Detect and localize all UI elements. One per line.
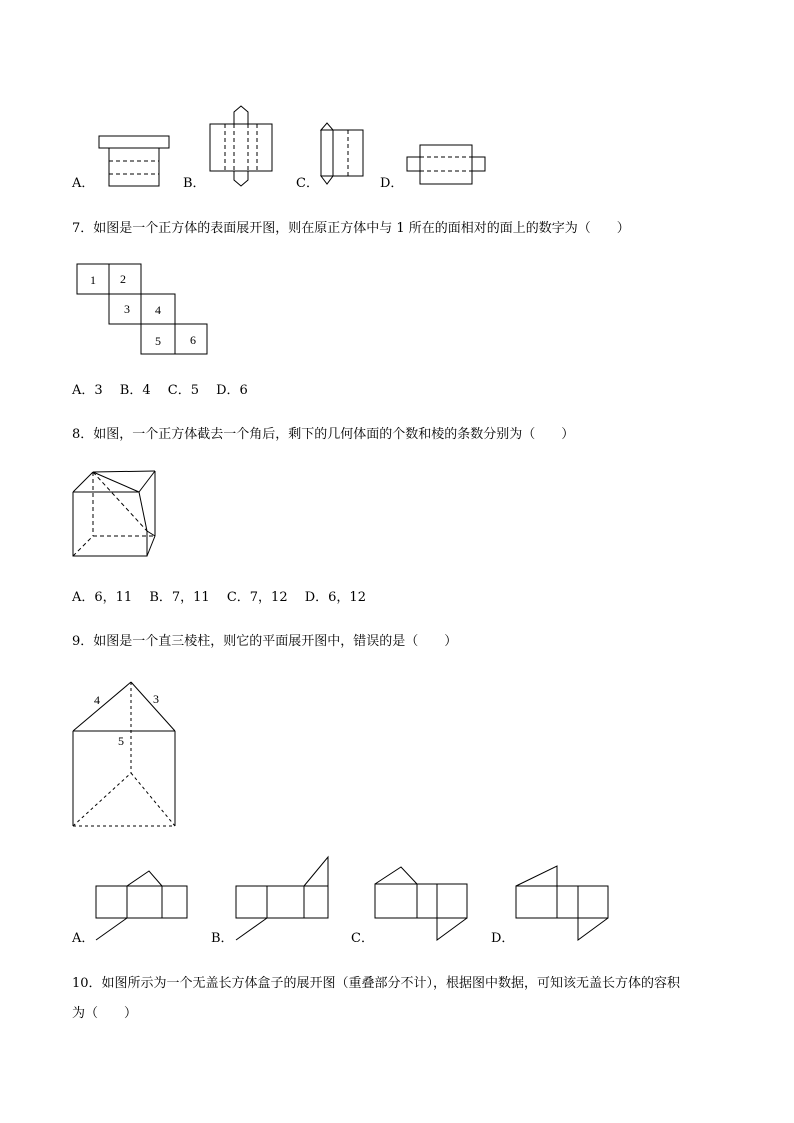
q6-option-b-label: B． xyxy=(183,176,206,191)
q6-option-c-label: C． xyxy=(296,176,319,191)
q9-question-text: 9．如图是一个直三棱柱，则它的平面展开图中，错误的是（ ） xyxy=(72,634,458,649)
q7-cell-2: 2 xyxy=(120,272,126,286)
q9-option-d-label: D． xyxy=(491,931,515,946)
q6-option-a-label: A． xyxy=(72,176,95,191)
q6-option-d-label: D． xyxy=(380,176,404,191)
q9-option-a-net xyxy=(96,871,187,940)
q7-cell-3: 3 xyxy=(124,302,130,316)
q9-label-3: 3 xyxy=(153,692,159,706)
q7-cell-6: 6 xyxy=(190,333,196,347)
q10-question-line-2: 为（ ） xyxy=(72,1006,138,1021)
q7-cell-5: 5 xyxy=(155,334,161,348)
q7-cell-1: 1 xyxy=(90,273,96,287)
q9-label-4: 4 xyxy=(94,693,100,707)
q9-label-5: 5 xyxy=(118,734,124,748)
q9-option-d-net xyxy=(516,866,608,940)
q7-question-text: 7．如图是一个正方体的表面展开图，则在原正方体中与 1 所在的面相对的面上的数字为（ ） xyxy=(72,221,630,236)
q8-question-text: 8．如图，一个正方体截去一个角后，剩下的几何体面的个数和棱的条数分别为（ ） xyxy=(72,427,575,442)
q9-option-b-label: B． xyxy=(211,931,234,946)
q7-answer-options: A．3 B．4 C．5 D．6 xyxy=(72,383,248,398)
q9-option-a-label: A． xyxy=(72,931,95,946)
q9-option-b-net xyxy=(236,857,328,940)
q7-cell-4: 4 xyxy=(155,303,161,317)
q8-answer-options: A．6，11 B．7，11 C．7，12 D．6，12 xyxy=(72,590,366,605)
q9-option-c-label: C． xyxy=(351,931,374,946)
q10-question-line-1: 10．如图所示为一个无盖长方体盒子的展开图（重叠部分不计），根据图中数据，可知该无盖长方体的容积 xyxy=(72,976,681,991)
q9-option-c-net xyxy=(375,867,467,940)
